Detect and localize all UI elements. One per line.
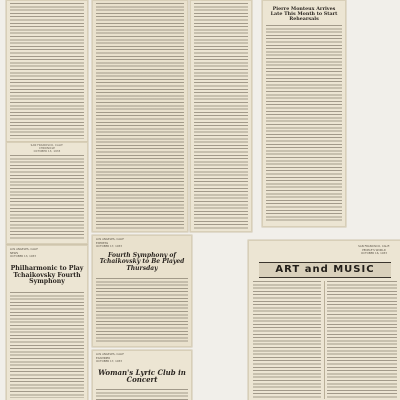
clipping-body-text	[96, 278, 188, 344]
dateline-left-line3: OCTOBER 13, 1933	[33, 150, 61, 154]
dateline-line: OCTOBER 17, 1933	[96, 359, 122, 363]
dateline-line: PEOPLE'S WORLD	[362, 247, 386, 252]
clipping-body-text	[96, 3, 184, 229]
dateline-line: OCTOBER 17, 1933	[96, 244, 122, 248]
dateline-left	[9, 144, 85, 154]
clipping-art-and-music	[248, 240, 400, 400]
clipping-body-text	[96, 389, 188, 400]
headline-fourth-symphony: Fourth Symphony of Tchaikovsky to Be Played Thursday	[99, 252, 185, 272]
dateline-left-line1: SAN FRANCISCO, CALIF.	[30, 144, 64, 147]
dateline-line: LOS ANGELES, CALIF.	[96, 237, 125, 241]
dateline-womans-lyric	[96, 353, 188, 364]
dateline-fourth-symphony	[96, 238, 188, 249]
dateline-left-line2: CHRONICLE	[38, 147, 56, 151]
dateline-line: SAN FRANCISCO, CALIF.	[358, 244, 390, 248]
headline-philharmonic: Philharmonic to Play Tchaikovsky Fourth Symphony	[10, 265, 84, 285]
clipping-top-right	[262, 0, 346, 227]
clipping-fourth-symphony	[92, 235, 192, 347]
clipping-body-text	[10, 155, 84, 241]
dateline-line: OCTOBER 13, 1933	[10, 254, 36, 258]
clipping-womans-lyric	[92, 350, 192, 400]
clipping-center-column	[190, 0, 252, 232]
dateline-philharmonic	[10, 248, 84, 259]
dateline-line: NEWS	[10, 250, 19, 255]
clipping-body-text	[194, 3, 248, 229]
clipping-body-text	[10, 292, 84, 398]
dateline-art-and-music	[349, 245, 399, 256]
dateline-line: EXAMINER	[96, 355, 111, 360]
dateline-line: OCTOBER 16, 1933	[361, 251, 387, 255]
dateline-line: LOS ANGELES, CALIF.	[10, 247, 39, 251]
clipping-body-text	[327, 281, 397, 399]
clipping-body-text	[10, 3, 84, 139]
headline-womans-lyric: Woman's Lyric Club in Concert	[98, 368, 186, 385]
clipping-body-text	[253, 281, 321, 399]
art-and-music-banner: ART and MUSIC	[259, 262, 391, 278]
clipping-body-text	[266, 25, 342, 223]
headline-pierre-monteux: Pierre Monteux Arrives Late This Month to Start Rehearsals	[270, 6, 338, 23]
clipping-top-middle	[92, 0, 188, 232]
column-rule	[324, 281, 325, 399]
dateline-line: LOS ANGELES, CALIF.	[96, 352, 125, 356]
clipping-top-left	[6, 0, 88, 142]
clipping-philharmonic	[6, 245, 88, 400]
clipping-left-mid	[6, 142, 88, 244]
dateline-line: EXPRESS	[96, 240, 109, 245]
